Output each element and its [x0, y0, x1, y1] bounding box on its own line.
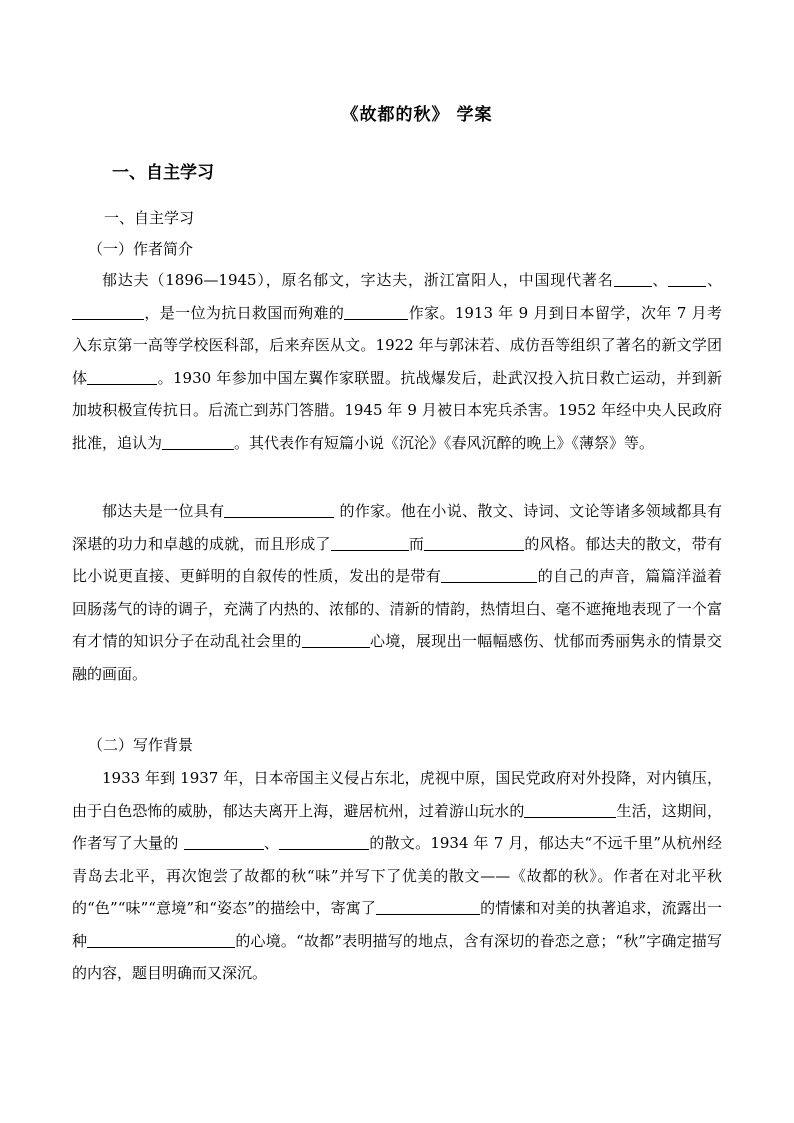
fill-blank[interactable] [376, 899, 480, 915]
fill-blank[interactable] [441, 567, 537, 583]
paragraph-author-style: 郁达夫是一位具有 的作家。他在小说、散文、诗词、文论等诸多领域都具有深堪的功力和卓越的成就，而且形成了 而 的风格。郁达夫的散文，带有比小说更直接、更鲜明的自叙传的性质，发出的是带有 的自己的声音，篇篇洋溢着回肠荡气的诗的调子，充满了内热的、浓郁的、清新的情韵，热情坦白、毫不遮掩地表现了一个富有才情的知识分子在动乱社会里的 心境，展现出一幅幅感伤、忧郁而秀丽隽永的情景交融的画面。 [72, 502, 722, 683]
paragraph-writing-background: 1933 年到 1937 年，日本帝国主义侵占东北，虎视中原，国民党政府对外投降，对内镇压，由于白色恐怖的威胁，郁达夫离开上海，避居杭州，过着游山玩水的 生活，这期间，作者写了大量的 、 的散文。1934 年 7 月，郁达夫“不远千里”从杭州经青岛去北平，再次饱尝了故都的秋“味”并写下了优美的散文——《故都的秋》。作者在对北平秋的“色”“味”“意境”和“姿态”的描绘中，寄寓了 的情愫和对美的执著追求，流露出一种 的心境。“故都”表明描写的地点，含有深切的眷恋之意；“秋”字确定描写的内容，题目明确而又深沉。 [72, 769, 722, 982]
fill-blank[interactable] [331, 535, 409, 551]
subsection-writing-background: （二）写作背景 [88, 736, 194, 754]
fill-blank[interactable] [302, 632, 370, 648]
fill-blank[interactable] [162, 434, 234, 450]
paragraph-author-intro: 郁达夫（1896—1945），原名郁文，字达夫，浙江富阳人，中国现代著名 、 、，是一位为抗日救国而殉难的 作家。1913 年 9 月到日本留学，次年 7 月考入东京第一高等学校医科部，后来弃医从文。1922 年与郭沫若、成仿吾等组织了著名的新文学团体 。1930 年参加中国左翼作家联盟。抗战爆发后，赴武汉投入抗日救亡运动，并到新加坡积极宣传抗日。后流亡到苏门答腊。1945 年 9 月被日本宪兵杀害。1952 年经中央人民政府批准，追认为 。其代表作有短篇小说《沉沦》《春风沉醉的晚上》《薄祭》等。 [72, 271, 722, 452]
fill-blank[interactable] [279, 834, 369, 850]
fill-blank[interactable] [344, 304, 408, 320]
fill-blank[interactable] [184, 834, 264, 850]
fill-blank[interactable] [87, 932, 235, 948]
fill-blank[interactable] [614, 271, 652, 287]
fill-blank[interactable] [224, 502, 334, 518]
section-heading-sub: 一、自主学习 [104, 209, 195, 227]
fill-blank[interactable] [72, 304, 144, 320]
section-heading-main: 一、自主学习 [112, 163, 214, 183]
fill-blank[interactable] [87, 369, 157, 385]
subsection-author-intro: （一）作者简介 [88, 240, 194, 258]
fill-blank[interactable] [668, 271, 706, 287]
fill-blank[interactable] [524, 802, 616, 818]
fill-blank[interactable] [424, 535, 524, 551]
document-title: 《故都的秋》 学案 [341, 105, 493, 125]
